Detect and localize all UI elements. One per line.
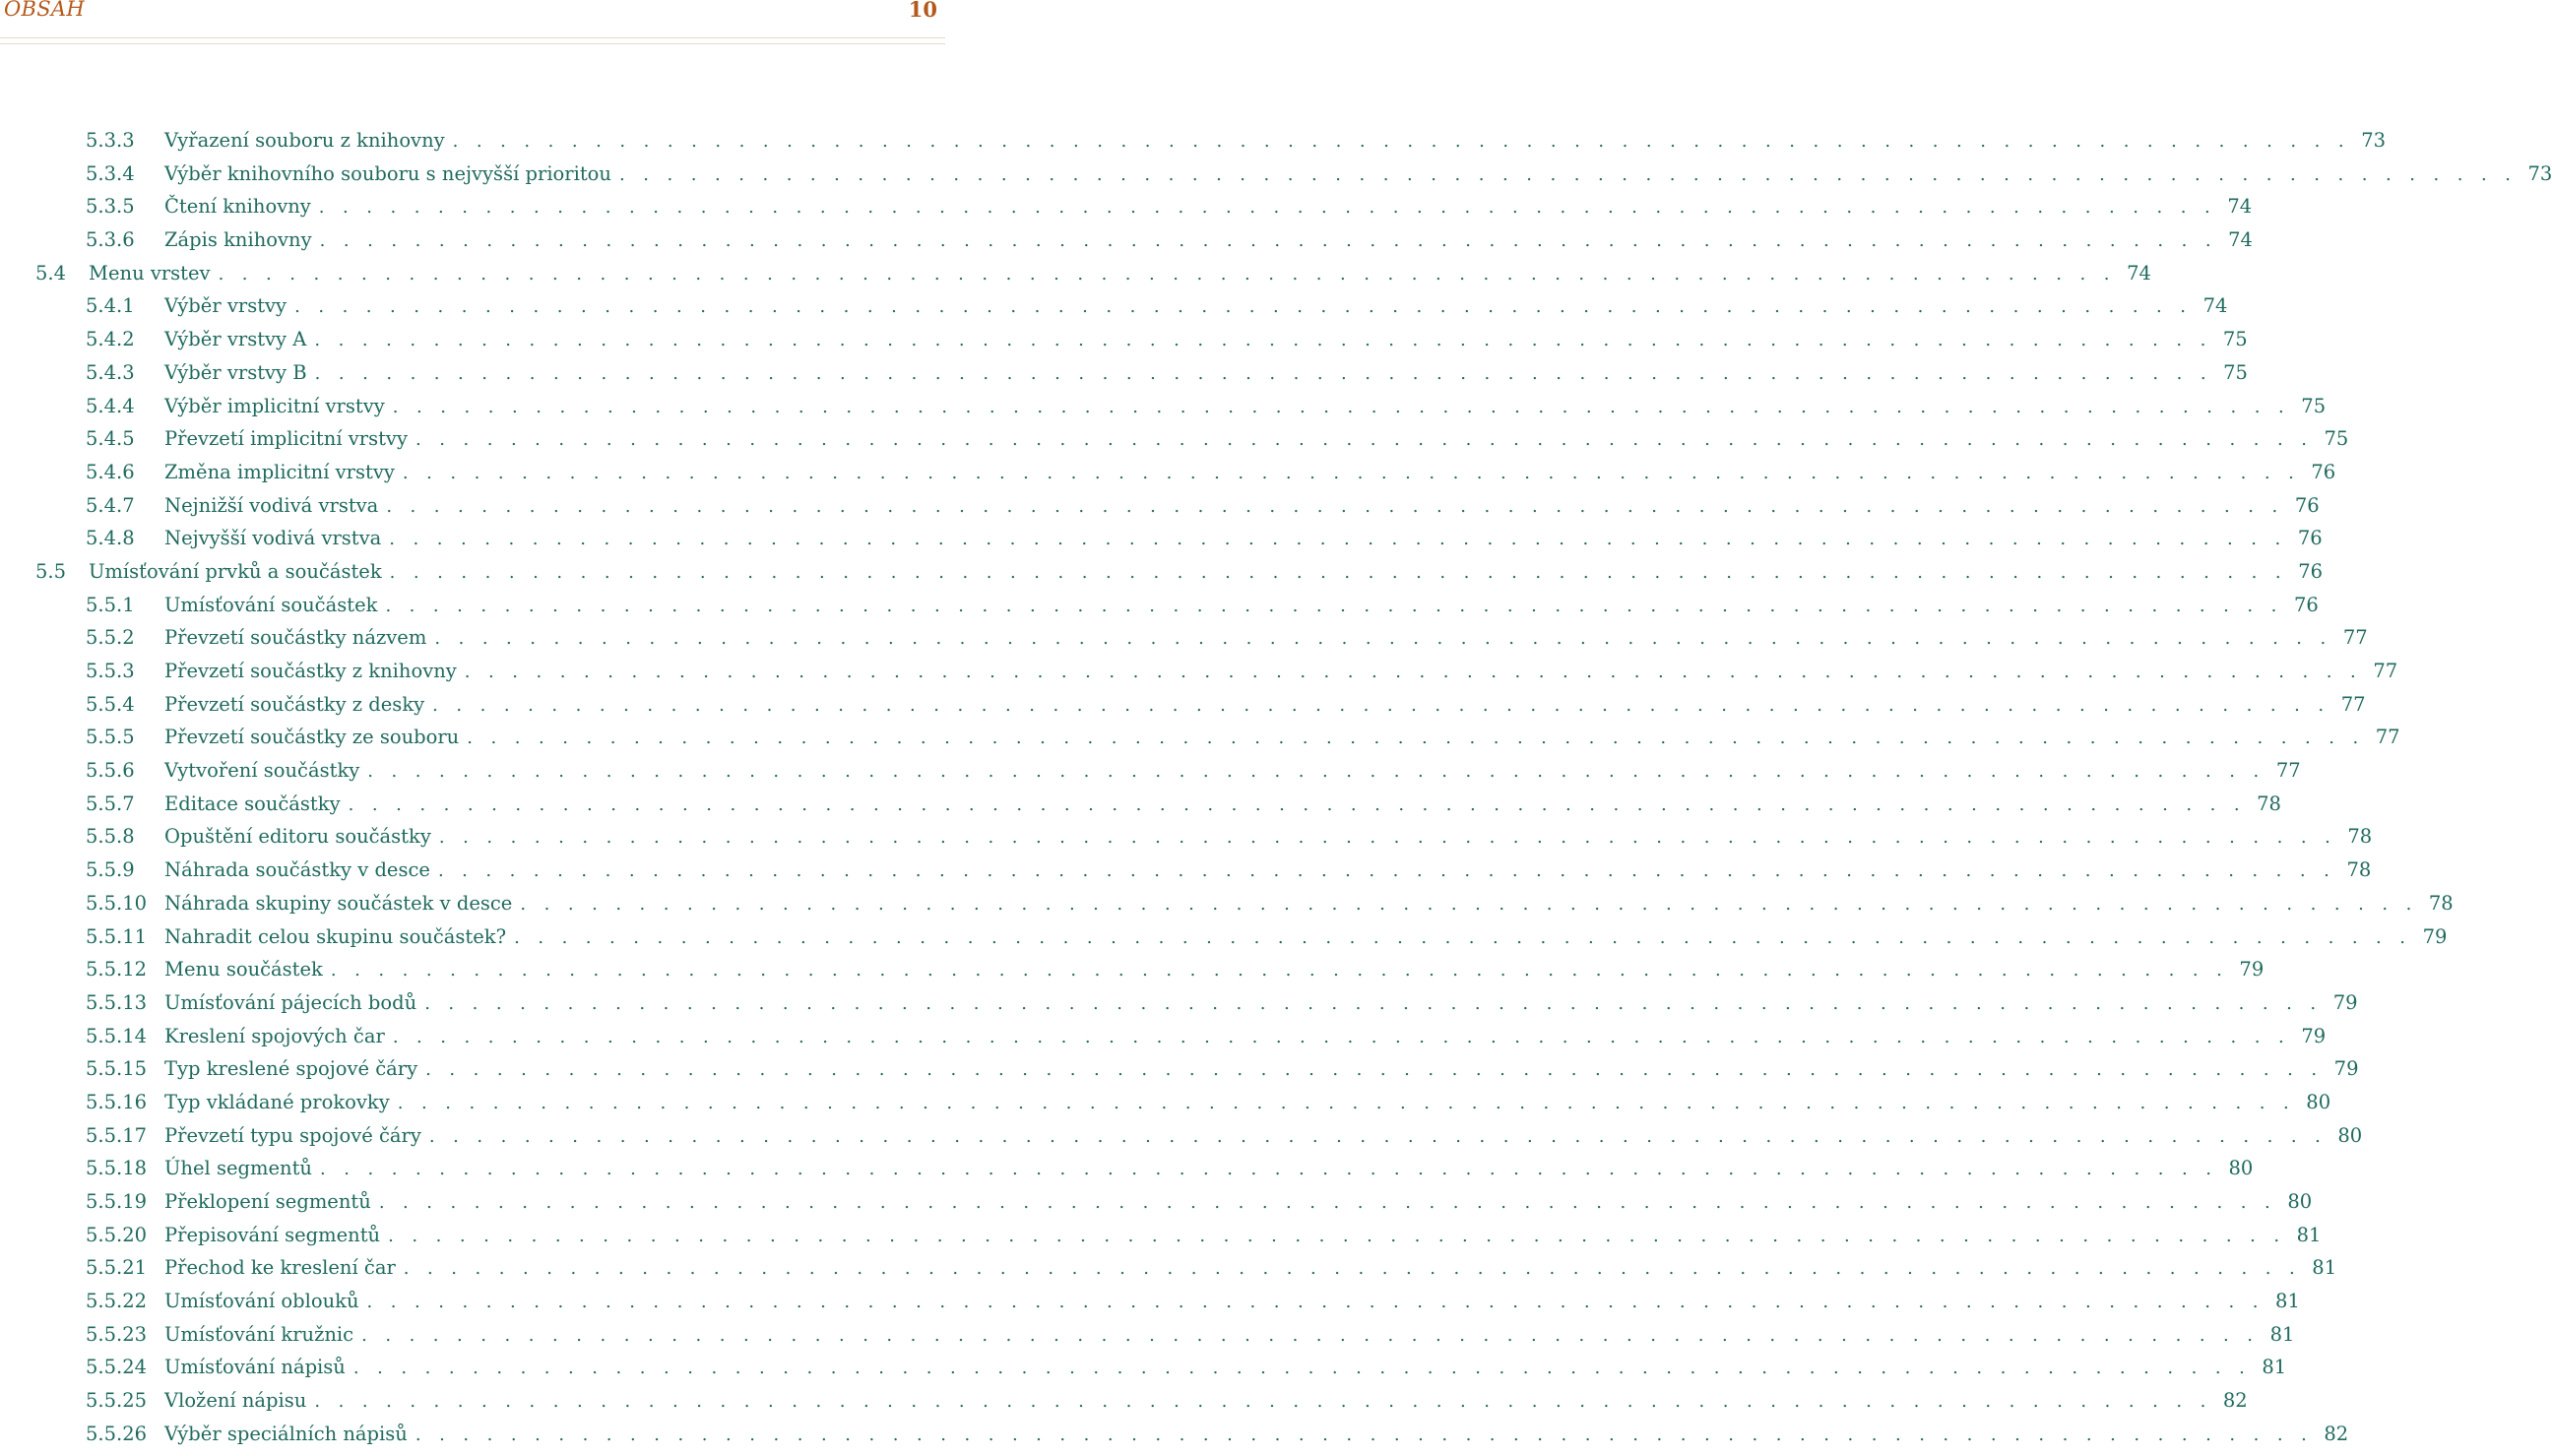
toc-entry-title[interactable]: Nejnižší vodivá vrstva	[164, 493, 379, 517]
toc-subsection-entry[interactable]	[0, 360, 2248, 395]
toc-entry-number: 5.4.5	[86, 427, 135, 451]
toc-subsection-entry[interactable]	[0, 660, 2398, 693]
toc-dot-leader: . . . . . . . . . . . . . . . . . . . . . . . . . . . . . . . . . . . . . . . . . . . . . . . . . . . . . . . . . . . . . . . . . . . . . . . . . . . . . . . .	[434, 628, 2332, 650]
toc-entry-number: 5.5.2	[86, 626, 135, 650]
toc-dot-leader: . . . . . . . . . . . . . . . . . . . . . . . . . . . . . . . . . . . . . . . . . . . . . . . . . . . . . . . . . . . . . . . . . . . . . . . . . . . . . . . .	[424, 992, 2323, 1014]
toc-dot-leader: . . . . . . . . . . . . . . . . . . . . . . . . . . . . . . . . . . . . . . . . . . . . . . . . . . . . . . . . . . . . . . . . . . . . . . . . . . . . . . . .	[415, 429, 2314, 451]
toc-entry-page[interactable]: 78	[2346, 858, 2372, 882]
toc-entry-title[interactable]: Překlopení segmentů	[164, 1190, 371, 1213]
toc-subsection-entry[interactable]	[0, 527, 2323, 560]
toc-entry-page[interactable]: 81	[2296, 1223, 2322, 1246]
toc-entry-page[interactable]: 77	[2340, 692, 2366, 716]
toc-dot-leader: . . . . . . . . . . . . . . . . . . . . . . . . . . . . . . . . . . . . . . . . . . . . . . . . . . . . . . . . . . . . . . . . . . . . . . . . . . . . . . . .	[314, 330, 2212, 351]
toc-entry-title[interactable]: Umísťování prvků a součástek	[89, 559, 382, 583]
toc-section-entry[interactable]	[0, 559, 2324, 594]
toc-subsection-entry[interactable]	[0, 1190, 2313, 1224]
toc-subsection-entry[interactable]	[0, 858, 2372, 892]
header-rule-top	[0, 37, 945, 38]
toc-entry-title[interactable]: Umísťování oblouků	[164, 1290, 359, 1313]
toc-dot-leader: . . . . . . . . . . . . . . . . . . . . . . . . . . . . . . . . . . . . . . . . . . . . . . . . . . . . . . . . . . . . . . . . . . . . . . . . . . . . . . . .	[520, 893, 2418, 915]
toc-subsection-entry[interactable]	[0, 1322, 2295, 1357]
toc-entry-title[interactable]: Převzetí součástky ze souboru	[164, 726, 460, 749]
toc-subsection-entry[interactable]	[0, 460, 2336, 494]
toc-dot-leader: . . . . . . . . . . . . . . . . . . . . . . . . . . . . . . . . . . . . . . . . . . . . . . . . . . . . . . . . . . . . . . . . . . . . . . . . . . . . . . . .	[415, 1424, 2314, 1445]
toc-dot-leader: . . . . . . . . . . . . . . . . . . . . . . . . . . . . . . . . . . . . . . . . . . . . . . . . . . . . . . . . . . . . . . . . . . . . . . . . . . . . . . . .	[366, 1292, 2265, 1313]
toc-entry-title[interactable]: Náhrada součástky v desce	[164, 858, 430, 882]
toc-entry-page[interactable]: 78	[2257, 791, 2281, 815]
toc-dot-leader: . . . . . . . . . . . . . . . . . . . . . . . . . . . . . . . . . . . . . . . . . . . . . . . . . . . . . . . . . . . . . . . . . . . . . . . . . . . . . . . .	[389, 561, 2288, 583]
toc-entry-page[interactable]: 78	[2347, 825, 2373, 849]
toc-entry-page[interactable]: 74	[2228, 228, 2253, 252]
toc-entry-number: 5.5.3	[86, 660, 135, 682]
toc-subsection-entry[interactable]	[0, 1157, 2254, 1190]
toc-entry-number: 5.5.25	[86, 1389, 148, 1413]
table-of-contents	[0, 129, 2552, 1456]
toc-entry-page[interactable]: 75	[2222, 328, 2248, 351]
toc-entry-title[interactable]: Vytvoření součástky	[164, 759, 360, 783]
toc-dot-leader: . . . . . . . . . . . . . . . . . . . . . . . . . . . . . . . . . . . . . . . . . . . . . . . . . . . . . . . . . . . . . . . . . . . . . . . . . . . . . . . .	[367, 761, 2265, 783]
toc-subsection-entry[interactable]	[0, 825, 2373, 858]
toc-subsection-entry[interactable]	[0, 493, 2320, 528]
toc-entry-number: 5.5.19	[86, 1190, 148, 1213]
toc-entry-number: 5.4.2	[86, 328, 135, 351]
toc-entry-page[interactable]: 74	[2227, 195, 2253, 219]
toc-entry-number: 5.5.10	[86, 891, 148, 915]
toc-entry-number: 5.5.9	[86, 858, 135, 882]
toc-entry-number: 5.5.6	[86, 759, 135, 783]
toc-entry-title[interactable]: Převzetí součástky názvem	[164, 626, 427, 650]
toc-dot-leader: . . . . . . . . . . . . . . . . . . . . . . . . . . . . . . . . . . . . . . . . . . . . . . . . . . . . . . . . . . . . . . . . . . . . . . . . . . . . . . . .	[314, 1391, 2212, 1413]
toc-subsection-entry[interactable]	[0, 1422, 2349, 1456]
toc-subsection-entry[interactable]	[0, 328, 2248, 361]
toc-entry-title[interactable]: Přechod ke kreslení čar	[164, 1256, 396, 1280]
toc-entry-page[interactable]: 74	[2127, 261, 2151, 285]
toc-dot-leader: . . . . . . . . . . . . . . . . . . . . . . . . . . . . . . . . . . . . . . . . . . . . . . . . . . . . . . . . . . . . . . . . . . . . . . . . . . . . . . . .	[618, 163, 2518, 185]
toc-entry-page[interactable]: 76	[2311, 460, 2336, 483]
toc-dot-leader: . . . . . . . . . . . . . . . . . . . . . . . . . . . . . . . . . . . . . . . . . . . . . . . . . . . . . . . . . . . . . . . . . . . . . . . . . . . . . . . .	[425, 1059, 2324, 1081]
toc-entry-title[interactable]: Vložení nápisu	[164, 1389, 307, 1413]
toc-entry-number: 5.5.5	[86, 726, 135, 749]
toc-entry-page[interactable]: 76	[2298, 559, 2324, 583]
toc-section-entry[interactable]	[0, 261, 2151, 295]
toc-entry-title[interactable]: Typ kreslené spojové čáry	[164, 1057, 418, 1081]
toc-dot-leader: . . . . . . . . . . . . . . . . . . . . . . . . . . . . . . . . . . . . . . . . . . . . . . . . . . . . . . . . . . . . . . . . . . . . . . . . . . . . . . . .	[319, 230, 2217, 252]
toc-entry-title[interactable]: Převzetí implicitní vrstvy	[164, 427, 408, 451]
toc-entry-title[interactable]: Výběr knihovního souboru s nejvyšší prioritou	[164, 161, 611, 185]
toc-entry-title[interactable]: Výběr vrstvy A	[164, 328, 307, 351]
toc-entry-page[interactable]: 79	[2239, 958, 2265, 981]
toc-subsection-entry[interactable]	[0, 990, 2358, 1025]
toc-subsection-entry[interactable]	[0, 195, 2253, 228]
toc-entry-page[interactable]: 80	[2337, 1123, 2363, 1147]
toc-subsection-entry[interactable]	[0, 1356, 2287, 1389]
toc-dot-leader: . . . . . . . . . . . . . . . . . . . . . . . . . . . . . . . . . . . . . . . . . . . . . . . . . . . . . . . . . . . . . . . . . . . . . . . . . . . . . . . .	[392, 1026, 2291, 1047]
toc-entry-number: 5.5.18	[86, 1157, 148, 1180]
toc-entry-title[interactable]: Výběr implicitní vrstvy	[164, 394, 385, 417]
toc-entry-page[interactable]: 75	[2223, 360, 2248, 384]
running-header-title: OBSAH	[4, 0, 86, 21]
toc-entry-title[interactable]: Umísťování nápisů	[164, 1356, 346, 1379]
toc-subsection-entry[interactable]	[0, 1024, 2327, 1058]
toc-entry-title[interactable]: Přepisování segmentů	[164, 1223, 381, 1246]
toc-dot-leader: . . . . . . . . . . . . . . . . . . . . . . . . . . . . . . . . . . . . . . . . . . . . . . . . . . . . . . . . . . . . . . . . . . . . . . . . . . . . . . . .	[402, 462, 2301, 483]
toc-entry-page[interactable]: 77	[2375, 726, 2400, 749]
toc-entry-title[interactable]: Náhrada skupiny součástek v desce	[164, 891, 513, 915]
toc-entry-title[interactable]: Menu součástek	[164, 958, 323, 981]
toc-entry-number: 5.5.13	[86, 990, 148, 1014]
toc-entry-page[interactable]: 81	[2275, 1290, 2300, 1313]
toc-subsection-entry[interactable]	[0, 161, 2552, 196]
toc-entry-title[interactable]: Editace součástky	[164, 791, 341, 815]
toc-dot-leader: . . . . . . . . . . . . . . . . . . . . . . . . . . . . . . . . . . . . . . . . . . . . . . . . . . . . . . . . . . . . . . . . . . . . . . . . . . . . . . . .	[452, 131, 2351, 152]
toc-dot-leader: . . . . . . . . . . . . . . . . . . . . . . . . . . . . . . . . . . . . . . . . . . . . . . . . . . . . . . . . . . . . . . . . . . . . . . . . . . . . . . . .	[467, 728, 2365, 749]
toc-entry-page[interactable]: 73	[2361, 129, 2387, 152]
toc-subsection-entry[interactable]	[0, 1290, 2300, 1323]
toc-entry-page[interactable]: 79	[2332, 990, 2358, 1014]
toc-entry-number: 5.4.6	[86, 460, 135, 483]
toc-subsection-entry[interactable]	[0, 1389, 2248, 1423]
toc-dot-leader: . . . . . . . . . . . . . . . . . . . . . . . . . . . . . . . . . . . . . . . . . . . . . . . . . . . . . . . . . . . . . . . . . . . . . . . . . . . . . . . .	[432, 694, 2330, 716]
toc-entry-page[interactable]: 79	[2333, 1057, 2359, 1081]
toc-entry-page[interactable]: 80	[2287, 1190, 2313, 1213]
toc-entry-number: 5.3.6	[86, 228, 135, 252]
toc-subsection-entry[interactable]	[0, 791, 2281, 826]
toc-subsection-entry[interactable]	[0, 1123, 2363, 1158]
toc-entry-page[interactable]: 78	[2428, 891, 2454, 915]
toc-dot-leader: . . . . . . . . . . . . . . . . . . . . . . . . . . . . . . . . . . . . . . . . . . . . . . . . . . . . . . . . . . . . . . . . . . . . . . . . . . . . . . . .	[388, 1225, 2286, 1246]
toc-subsection-entry[interactable]	[0, 726, 2400, 759]
toc-entry-number: 5.5.4	[86, 692, 135, 716]
toc-subsection-entry[interactable]	[0, 427, 2349, 461]
toc-entry-page[interactable]: 75	[2301, 394, 2327, 417]
toc-entry-page[interactable]: 81	[2269, 1322, 2295, 1346]
toc-entry-page[interactable]: 79	[2422, 924, 2448, 948]
toc-dot-leader: . . . . . . . . . . . . . . . . . . . . . . . . . . . . . . . . . . . . . . . . . . . . . . . . . . . . . . . . . . . . . . . . . . . . . . . . . . . . . . . .	[385, 595, 2283, 616]
toc-entry-number: 5.5.23	[86, 1322, 148, 1346]
toc-entry-number: 5.4.7	[86, 493, 135, 517]
toc-entry-page[interactable]: 77	[2275, 759, 2301, 783]
toc-entry-title[interactable]: Umísťování pájecích bodů	[164, 990, 417, 1014]
toc-dot-leader: . . . . . . . . . . . . . . . . . . . . . . . . . . . . . . . . . . . . . . . . . . . . . . . . . . . . . . . . . . . . . . . . . . . . . . . . . . . . . . . .	[348, 793, 2246, 815]
toc-entry-title[interactable]: Zápis knihovny	[164, 228, 312, 252]
toc-entry-number: 5.5.17	[86, 1123, 148, 1147]
toc-entry-number: 5.3.4	[86, 161, 135, 185]
toc-entry-page[interactable]: 81	[2262, 1356, 2287, 1379]
toc-dot-leader: . . . . . . . . . . . . . . . . . . . . . . . . . . . . . . . . . . . . . . . . . . . . . . . . . . . . . . . . . . . . . . . . . . . . . . . . . . . . . . . .	[514, 926, 2412, 948]
toc-entry-page[interactable]: 81	[2312, 1256, 2337, 1280]
toc-entry-number: 5.5.21	[86, 1256, 148, 1280]
toc-dot-leader: . . . . . . . . . . . . . . . . . . . . . . . . . . . . . . . . . . . . . . . . . . . . . . . . . . . . . . . . . . . . . . . . . . . . . . . . . . . . . . . .	[318, 197, 2217, 219]
toc-entry-number: 5.5.24	[86, 1356, 148, 1379]
toc-entry-page[interactable]: 82	[2324, 1422, 2349, 1445]
toc-dot-leader: . . . . . . . . . . . . . . . . . . . . . . . . . . . . . . . . . . . . . . . . . . . . . . . . . . . . . . . . . . . . . . . . . . . . . . . . . . . . . . . .	[386, 495, 2284, 517]
toc-entry-title[interactable]: Nahradit celou skupinu součástek?	[164, 924, 507, 948]
toc-entry-title[interactable]: Umísťování součástek	[164, 593, 378, 616]
toc-entry-page[interactable]: 76	[2294, 493, 2320, 517]
toc-subsection-entry[interactable]	[0, 626, 2368, 660]
toc-subsection-entry[interactable]	[0, 759, 2301, 792]
toc-entry-number: 5.3.3	[86, 129, 135, 152]
toc-dot-leader: . . . . . . . . . . . . . . . . . . . . . . . . . . . . . . . . . . . . . . . . . . . . . . . . . . . . . . . . . . . . . . . . . . . . . . . . . . . . . . . .	[294, 296, 2193, 318]
toc-entry-title[interactable]: Umísťování kružnic	[164, 1322, 354, 1346]
toc-dot-leader: . . . . . . . . . . . . . . . . . . . . . . . . . . . . . . . . . . . . . . . . . . . . . . . . . . . . . . . . . . . . . . . . . . . . . . . . . . . . . . . .	[361, 1324, 2260, 1346]
toc-entry-title[interactable]: Převzetí součástky z desky	[164, 692, 425, 716]
toc-entry-number: 5.5.15	[86, 1057, 148, 1081]
toc-entry-number: 5.5.20	[86, 1223, 148, 1246]
toc-entry-number: 5.4.4	[86, 394, 135, 417]
toc-entry-page[interactable]: 74	[2202, 294, 2228, 318]
toc-entry-title[interactable]: Čtení knihovny	[164, 195, 311, 219]
toc-entry-title[interactable]: Úhel segmentů	[164, 1157, 312, 1180]
toc-subsection-entry[interactable]	[0, 692, 2366, 727]
toc-entry-title[interactable]: Kreslení spojových čar	[164, 1024, 385, 1047]
toc-dot-leader: . . . . . . . . . . . . . . . . . . . . . . . . . . . . . . . . . . . . . . . . . . . . . . . . . . . . . . . . . . . . . . . . . . . . . . . . . . . . . . . .	[428, 1125, 2328, 1147]
toc-dot-leader: . . . . . . . . . . . . . . . . . . . . . . . . . . . . . . . . . . . . . . . . . . . . . . . . . . . . . . . . . . . . . . . . . . . . . . . . . . . . . . . .	[352, 1358, 2252, 1379]
toc-subsection-entry[interactable]	[0, 958, 2265, 991]
toc-entry-number: 5.4.3	[86, 360, 135, 384]
toc-entry-page[interactable]: 73	[2527, 161, 2552, 185]
toc-entry-page[interactable]: 76	[2297, 527, 2323, 550]
toc-subsection-entry[interactable]	[0, 394, 2327, 428]
toc-entry-title[interactable]: Typ vkládané prokovky	[164, 1090, 390, 1113]
toc-entry-number: 5.5	[35, 559, 67, 583]
toc-subsection-entry[interactable]	[0, 924, 2448, 959]
page-header	[0, 0, 945, 47]
toc-dot-leader: . . . . . . . . . . . . . . . . . . . . . . . . . . . . . . . . . . . . . . . . . . . . . . . . . . . . . . . . . . . . . . . . . . . . . . . . . . . . . . . .	[437, 860, 2336, 882]
toc-dot-leader: . . . . . . . . . . . . . . . . . . . . . . . . . . . . . . . . . . . . . . . . . . . . . . . . . . . . . . . . . . . . . . . . . . . . . . . . . . . . . . . .	[438, 827, 2337, 849]
toc-entry-number: 5.3.5	[86, 195, 135, 219]
header-rule-bottom	[0, 43, 945, 44]
toc-entry-title[interactable]: Výběr vrstvy B	[164, 360, 307, 384]
toc-subsection-entry[interactable]	[0, 129, 2387, 162]
toc-entry-number: 5.5.8	[86, 825, 135, 849]
toc-entry-title[interactable]: Výběr vrstvy	[164, 294, 287, 318]
page-number: 10	[908, 0, 937, 22]
toc-entry-number: 5.4	[35, 261, 67, 285]
toc-dot-leader: . . . . . . . . . . . . . . . . . . . . . . . . . . . . . . . . . . . . . . . . . . . . . . . . . . . . . . . . . . . . . . . . . . . . . . . . . . . . . . . .	[397, 1092, 2296, 1113]
toc-entry-number: 5.4.8	[86, 527, 135, 550]
toc-entry-title[interactable]: Převzetí typu spojové čáry	[164, 1123, 421, 1147]
toc-subsection-entry[interactable]	[0, 1256, 2337, 1290]
toc-entry-number: 5.5.26	[86, 1422, 148, 1445]
toc-entry-page[interactable]: 80	[2306, 1090, 2331, 1113]
toc-entry-page[interactable]: 80	[2228, 1157, 2254, 1180]
toc-entry-number: 5.5.1	[86, 593, 135, 616]
toc-subsection-entry[interactable]	[0, 891, 2454, 925]
toc-entry-number: 5.5.7	[86, 791, 135, 815]
toc-entry-title[interactable]: Vyřazení souboru z knihovny	[164, 129, 445, 152]
toc-dot-leader: . . . . . . . . . . . . . . . . . . . . . . . . . . . . . . . . . . . . . . . . . . . . . . . . . . . . . . . . . . . . . . . . . . . . . . . . . . . . . . . .	[389, 529, 2287, 550]
toc-entry-number: 5.4.1	[86, 294, 135, 318]
toc-entry-page[interactable]: 77	[2373, 660, 2398, 682]
toc-entry-title[interactable]: Výběr speciálních nápisů	[164, 1422, 408, 1445]
toc-entry-title[interactable]: Převzetí součástky z knihovny	[164, 660, 457, 682]
toc-dot-leader: . . . . . . . . . . . . . . . . . . . . . . . . . . . . . . . . . . . . . . . . . . . . . . . . . . . . . . . . . . . . . . . . . . . . . . . . . . . . . . . .	[218, 263, 2116, 285]
toc-subsection-entry[interactable]	[0, 228, 2253, 262]
toc-entry-number: 5.5.11	[86, 924, 148, 948]
toc-entry-number: 5.5.14	[86, 1024, 148, 1047]
toc-subsection-entry[interactable]	[0, 1057, 2359, 1091]
toc-entry-number: 5.5.22	[86, 1290, 148, 1313]
toc-dot-leader: . . . . . . . . . . . . . . . . . . . . . . . . . . . . . . . . . . . . . . . . . . . . . . . . . . . . . . . . . . . . . . . . . . . . . . . . . . . . . . . .	[464, 662, 2363, 682]
toc-dot-leader: . . . . . . . . . . . . . . . . . . . . . . . . . . . . . . . . . . . . . . . . . . . . . . . . . . . . . . . . . . . . . . . . . . . . . . . . . . . . . . . .	[330, 960, 2229, 981]
toc-entry-title[interactable]: Opuštění editoru součástky	[164, 825, 431, 849]
toc-entry-number: 5.5.16	[86, 1090, 148, 1113]
toc-subsection-entry[interactable]	[0, 294, 2228, 328]
toc-entry-page[interactable]: 82	[2222, 1389, 2248, 1413]
toc-subsection-entry[interactable]	[0, 1090, 2331, 1124]
toc-entry-page[interactable]: 75	[2324, 427, 2349, 451]
toc-entry-page[interactable]: 76	[2293, 593, 2319, 616]
toc-entry-title[interactable]: Nejvyšší vodivá vrstva	[164, 527, 382, 550]
toc-dot-leader: . . . . . . . . . . . . . . . . . . . . . . . . . . . . . . . . . . . . . . . . . . . . . . . . . . . . . . . . . . . . . . . . . . . . . . . . . . . . . . . .	[403, 1258, 2302, 1280]
toc-entry-title[interactable]: Menu vrstev	[89, 261, 211, 285]
toc-entry-title[interactable]: Změna implicitní vrstvy	[164, 460, 395, 483]
toc-subsection-entry[interactable]	[0, 1223, 2322, 1257]
toc-dot-leader: . . . . . . . . . . . . . . . . . . . . . . . . . . . . . . . . . . . . . . . . . . . . . . . . . . . . . . . . . . . . . . . . . . . . . . . . . . . . . . . .	[392, 396, 2291, 417]
toc-entry-page[interactable]: 77	[2342, 626, 2368, 650]
toc-dot-leader: . . . . . . . . . . . . . . . . . . . . . . . . . . . . . . . . . . . . . . . . . . . . . . . . . . . . . . . . . . . . . . . . . . . . . . . . . . . . . . . .	[314, 362, 2212, 384]
toc-subsection-entry[interactable]	[0, 593, 2319, 627]
toc-entry-page[interactable]: 79	[2301, 1024, 2327, 1047]
toc-dot-leader: . . . . . . . . . . . . . . . . . . . . . . . . . . . . . . . . . . . . . . . . . . . . . . . . . . . . . . . . . . . . . . . . . . . . . . . . . . . . . . . .	[378, 1192, 2277, 1213]
toc-entry-number: 5.5.12	[86, 958, 148, 981]
toc-dot-leader: . . . . . . . . . . . . . . . . . . . . . . . . . . . . . . . . . . . . . . . . . . . . . . . . . . . . . . . . . . . . . . . . . . . . . . . . . . . . . . . .	[319, 1159, 2218, 1180]
